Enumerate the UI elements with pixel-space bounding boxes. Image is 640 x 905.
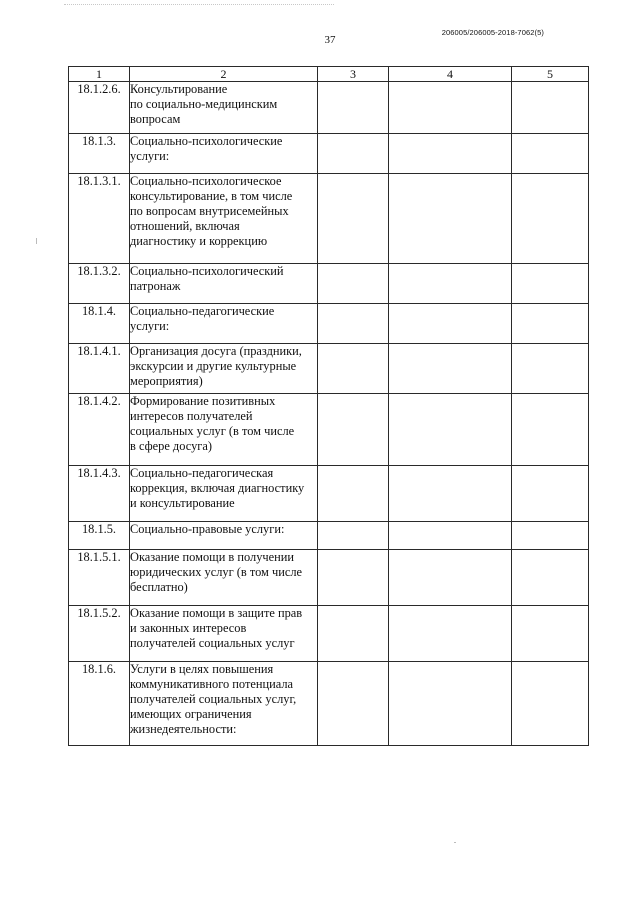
- table-body: [69, 82, 589, 746]
- service-name-line: бесплатно): [130, 580, 188, 594]
- column-3-cell: [318, 550, 389, 606]
- service-name: [130, 522, 318, 550]
- table-row: [69, 550, 589, 606]
- service-name-line: социальных услуг (в том числе: [130, 424, 295, 438]
- document-id: 206005/206005-2018-7062(5): [441, 28, 544, 37]
- column-4-cell: [389, 134, 512, 174]
- service-name-line: в сфере досуга): [130, 439, 212, 453]
- page-number: 37: [324, 34, 336, 46]
- column-4-cell: [389, 550, 512, 606]
- service-name-line: мероприятия): [130, 374, 203, 388]
- service-name-line: Организация досуга (праздники,: [130, 344, 302, 358]
- service-name-line: Социально-психологические: [130, 134, 283, 148]
- services-table: [68, 66, 589, 746]
- service-name: [130, 466, 318, 522]
- service-name-line: по вопросам внутрисемейных: [130, 204, 289, 218]
- column-3-cell: [318, 394, 389, 466]
- service-name-line: Социально-психологический: [130, 264, 284, 278]
- column-3-cell: [318, 82, 389, 134]
- row-number: 18.1.4.2.: [69, 394, 130, 466]
- column-3-cell: [318, 606, 389, 662]
- service-name-line: получателей социальных услуг,: [130, 692, 297, 706]
- column-5-cell: [512, 174, 589, 264]
- service-name: [130, 550, 318, 606]
- service-name: [130, 662, 318, 746]
- service-name-line: Консультирование: [130, 82, 228, 96]
- service-name-line: экскурсии и другие культурные: [130, 359, 297, 373]
- row-number: 18.1.4.: [69, 304, 130, 344]
- column-4-cell: [389, 264, 512, 304]
- table-row: [69, 466, 589, 522]
- table-row: [69, 662, 589, 746]
- row-number: 18.1.3.: [69, 134, 130, 174]
- scan-artifact-top: [64, 4, 334, 7]
- service-name-line: услуги:: [130, 149, 170, 163]
- scan-artifact-left: [36, 238, 37, 244]
- column-5-cell: [512, 522, 589, 550]
- service-name: [130, 344, 318, 394]
- service-name-line: Оказание помощи в защите прав: [130, 606, 303, 620]
- service-name-line: и законных интересов: [130, 621, 247, 635]
- column-5-cell: [512, 606, 589, 662]
- table-row: [69, 82, 589, 134]
- column-3-cell: [318, 174, 389, 264]
- service-name-line: коррекция, включая диагностику: [130, 481, 305, 495]
- column-4-cell: [389, 344, 512, 394]
- table-row: [69, 174, 589, 264]
- scan-artifact-right: [454, 842, 456, 843]
- service-name: [130, 606, 318, 662]
- column-5-cell: [512, 662, 589, 746]
- column-3-cell: [318, 264, 389, 304]
- column-header-1: 1: [69, 67, 130, 82]
- service-name-line: и консультирование: [130, 496, 235, 510]
- column-5-cell: [512, 264, 589, 304]
- column-4-cell: [389, 662, 512, 746]
- column-4-cell: [389, 304, 512, 344]
- service-name-line: интересов получателей: [130, 409, 253, 423]
- service-name-line: услуги:: [130, 319, 170, 333]
- service-name: [130, 304, 318, 344]
- column-5-cell: [512, 550, 589, 606]
- table-row: [69, 522, 589, 550]
- service-name-line: вопросам: [130, 112, 181, 126]
- table-row: [69, 264, 589, 304]
- service-name-line: Социально-правовые услуги:: [130, 522, 285, 536]
- service-name: [130, 394, 318, 466]
- column-5-cell: [512, 82, 589, 134]
- service-name: [130, 174, 318, 264]
- table-row: [69, 606, 589, 662]
- column-4-cell: [389, 466, 512, 522]
- service-name: [130, 264, 318, 304]
- column-5-cell: [512, 134, 589, 174]
- service-name-line: юридических услуг (в том числе: [130, 565, 303, 579]
- column-3-cell: [318, 662, 389, 746]
- service-name-line: коммуникативного потенциала: [130, 677, 294, 691]
- column-header-4: 4: [389, 67, 512, 82]
- column-4-cell: [389, 82, 512, 134]
- column-5-cell: [512, 344, 589, 394]
- table-row: [69, 304, 589, 344]
- service-name-line: Формирование позитивных: [130, 394, 276, 408]
- service-name-line: Социально-педагогическая: [130, 466, 274, 480]
- service-name: [130, 134, 318, 174]
- service-name-line: Услуги в целях повышения: [130, 662, 274, 676]
- service-name-line: имеющих ограничения: [130, 707, 252, 721]
- service-name-line: диагностику и коррекцию: [130, 234, 268, 248]
- column-3-cell: [318, 344, 389, 394]
- table-row: [69, 344, 589, 394]
- row-number: 18.1.4.1.: [69, 344, 130, 394]
- table-header-row: [69, 67, 589, 82]
- column-header-3: 3: [318, 67, 389, 82]
- table-row: [69, 134, 589, 174]
- service-name-line: Оказание помощи в получении: [130, 550, 295, 564]
- column-5-cell: [512, 466, 589, 522]
- row-number: 18.1.3.1.: [69, 174, 130, 264]
- column-header-5: 5: [512, 67, 589, 82]
- column-4-cell: [389, 522, 512, 550]
- column-header-2: 2: [130, 67, 318, 82]
- column-5-cell: [512, 304, 589, 344]
- row-number: 18.1.5.2.: [69, 606, 130, 662]
- service-name-line: жизнедеятельности:: [130, 722, 237, 736]
- row-number: 18.1.4.3.: [69, 466, 130, 522]
- service-name-line: патронаж: [130, 279, 181, 293]
- row-number: 18.1.2.6.: [69, 82, 130, 134]
- row-number: 18.1.6.: [69, 662, 130, 746]
- column-5-cell: [512, 394, 589, 466]
- row-number: 18.1.3.2.: [69, 264, 130, 304]
- service-name-line: отношений, включая: [130, 219, 240, 233]
- service-name-line: Социально-психологическое: [130, 174, 282, 188]
- service-name-line: консультирование, в том числе: [130, 189, 293, 203]
- service-name: [130, 82, 318, 134]
- column-3-cell: [318, 304, 389, 344]
- column-4-cell: [389, 394, 512, 466]
- row-number: 18.1.5.: [69, 522, 130, 550]
- service-name-line: Социально-педагогические: [130, 304, 275, 318]
- column-3-cell: [318, 522, 389, 550]
- table-row: [69, 394, 589, 466]
- column-3-cell: [318, 466, 389, 522]
- column-4-cell: [389, 606, 512, 662]
- service-name-line: получателей социальных услуг: [130, 636, 295, 650]
- service-name-line: по социально-медицинским: [130, 97, 278, 111]
- column-4-cell: [389, 174, 512, 264]
- column-3-cell: [318, 134, 389, 174]
- row-number: 18.1.5.1.: [69, 550, 130, 606]
